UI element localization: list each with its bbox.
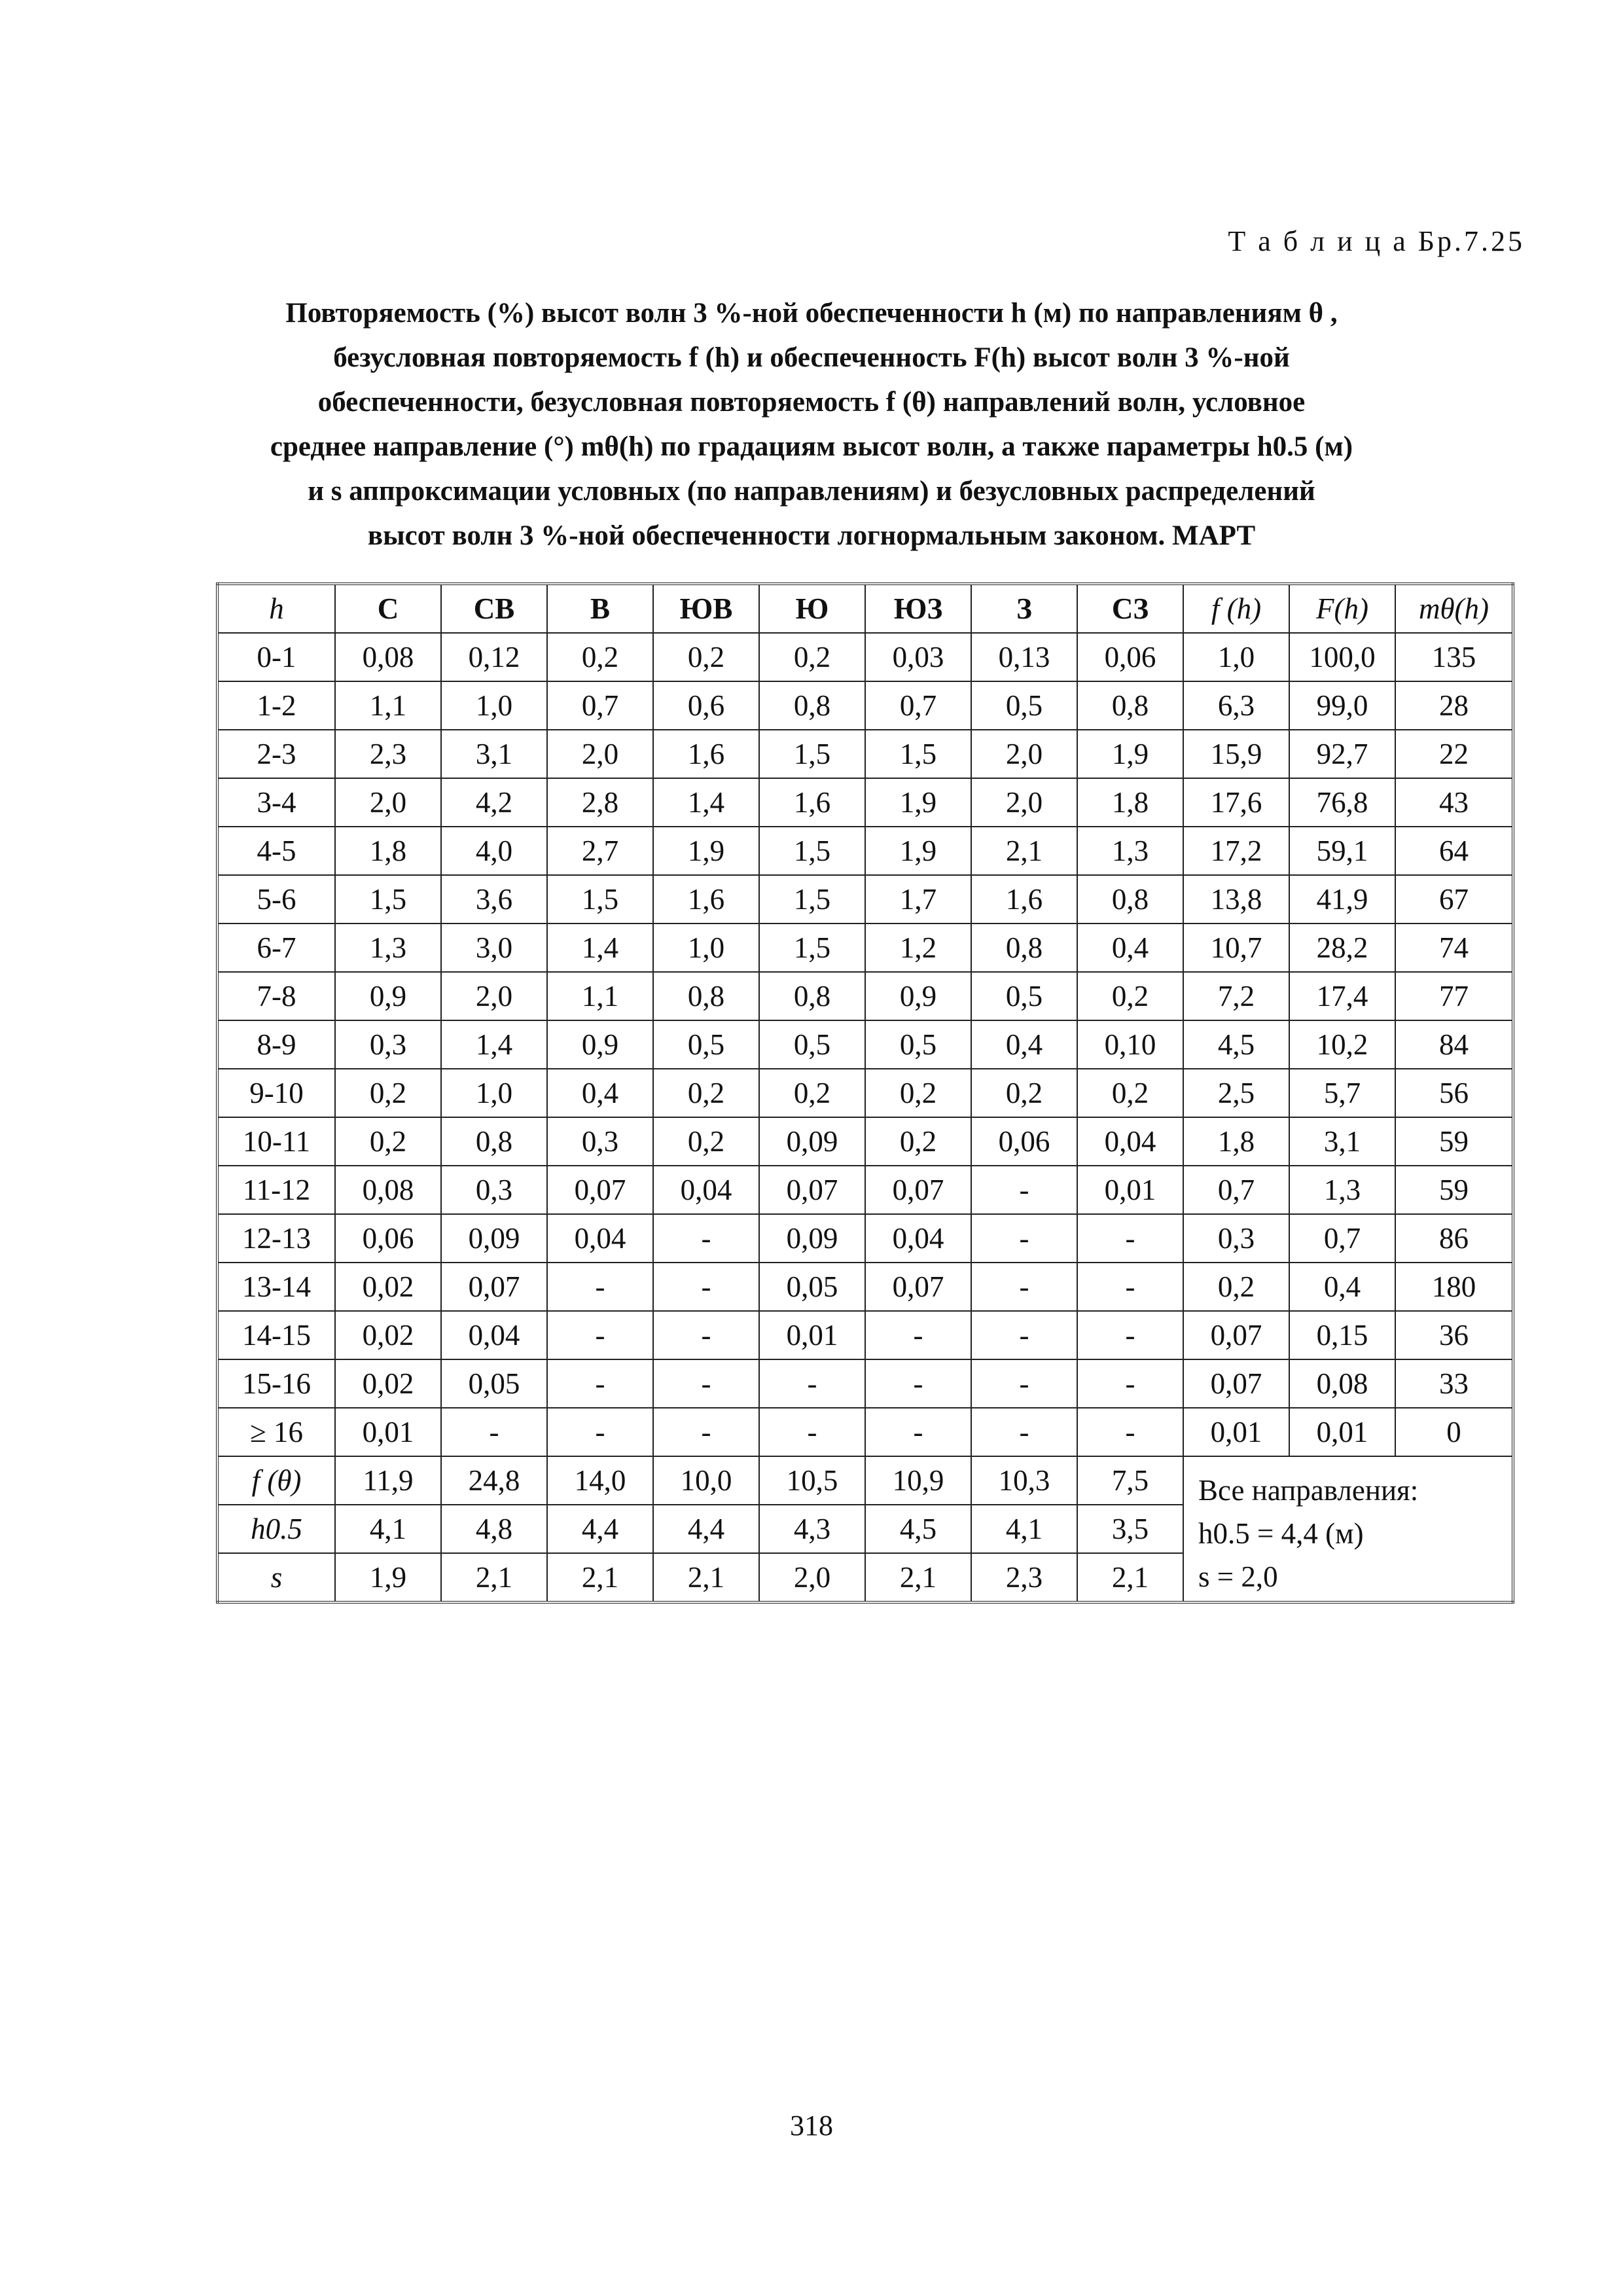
value-cell: 1,5	[335, 875, 441, 924]
value-cell: 0,7	[1183, 1166, 1289, 1214]
value-cell: 0,02	[335, 1359, 441, 1408]
value-cell: 0,7	[1289, 1214, 1395, 1263]
value-cell: 43	[1395, 778, 1513, 827]
summary-value-cell: 2,1	[653, 1553, 759, 1602]
value-cell: 0,4	[547, 1069, 653, 1117]
value-cell: 0,13	[971, 633, 1077, 681]
value-cell: 1,5	[759, 827, 865, 875]
value-cell: 0,2	[335, 1117, 441, 1166]
value-cell: -	[1077, 1263, 1183, 1311]
table-row	[217, 778, 1513, 827]
summary-value-cell: 10,0	[653, 1456, 759, 1505]
value-cell: 0,01	[335, 1408, 441, 1456]
value-cell: 0,09	[441, 1214, 547, 1263]
value-cell: 17,4	[1289, 972, 1395, 1020]
value-cell: 17,6	[1183, 778, 1289, 827]
table-row	[217, 1359, 1513, 1408]
value-cell: 22	[1395, 730, 1513, 778]
value-cell: 1,3	[335, 924, 441, 972]
table-row	[217, 1117, 1513, 1166]
value-cell: 0,02	[335, 1263, 441, 1311]
height-range-cell: 11-12	[217, 1166, 335, 1214]
value-cell: -	[865, 1408, 971, 1456]
table-row	[217, 1069, 1513, 1117]
value-cell: 3,1	[1289, 1117, 1395, 1166]
value-cell: 0,9	[335, 972, 441, 1020]
value-cell: 0,2	[547, 633, 653, 681]
summary-label-cell: f (θ)	[217, 1456, 335, 1505]
value-cell: 0,06	[335, 1214, 441, 1263]
title-line: Повторяемость (%) высот волн 3 %-ной обеспеченности h (м) по направлениям θ ,	[285, 298, 1338, 329]
value-cell: 0,09	[759, 1214, 865, 1263]
value-cell: 0,2	[971, 1069, 1077, 1117]
value-cell: 1,9	[653, 827, 759, 875]
value-cell: 0,8	[759, 972, 865, 1020]
table-row	[217, 633, 1513, 681]
value-cell: 28	[1395, 681, 1513, 730]
header-cell: С	[335, 584, 441, 633]
value-cell: 15,9	[1183, 730, 1289, 778]
value-cell: 99,0	[1289, 681, 1395, 730]
value-cell: 0,4	[971, 1020, 1077, 1069]
value-cell: 0,6	[653, 681, 759, 730]
value-cell: 1,9	[1077, 730, 1183, 778]
value-cell: 1,6	[653, 730, 759, 778]
value-cell: 0,04	[865, 1214, 971, 1263]
value-cell: 0,04	[547, 1214, 653, 1263]
all-directions-line: s = 2,0	[1198, 1560, 1278, 1593]
value-cell: 0,2	[1183, 1263, 1289, 1311]
table-row	[217, 730, 1513, 778]
value-cell: 0,8	[971, 924, 1077, 972]
summary-label-cell: h0.5	[217, 1505, 335, 1553]
value-cell: 0,8	[1077, 681, 1183, 730]
table-row	[217, 1166, 1513, 1214]
value-cell: -	[653, 1408, 759, 1456]
summary-value-cell: 2,0	[759, 1553, 865, 1602]
value-cell: 2,8	[547, 778, 653, 827]
value-cell: 77	[1395, 972, 1513, 1020]
height-range-cell: 13-14	[217, 1263, 335, 1311]
value-cell: 3,1	[441, 730, 547, 778]
value-cell: -	[1077, 1311, 1183, 1359]
value-cell: 2,7	[547, 827, 653, 875]
value-cell: 2,1	[971, 827, 1077, 875]
value-cell: 0,3	[1183, 1214, 1289, 1263]
value-cell: -	[547, 1408, 653, 1456]
value-cell: 0,2	[759, 633, 865, 681]
value-cell: 76,8	[1289, 778, 1395, 827]
value-cell: 1,7	[865, 875, 971, 924]
value-cell: 74	[1395, 924, 1513, 972]
value-cell: 0	[1395, 1408, 1513, 1456]
summary-value-cell: 1,9	[335, 1553, 441, 1602]
value-cell: 0,08	[1289, 1359, 1395, 1408]
value-cell: 0,4	[1077, 924, 1183, 972]
value-cell: 0,9	[547, 1020, 653, 1069]
value-cell: 0,4	[1289, 1263, 1395, 1311]
summary-value-cell: 4,1	[335, 1505, 441, 1553]
table-row	[217, 875, 1513, 924]
value-cell: 0,2	[335, 1069, 441, 1117]
value-cell: 100,0	[1289, 633, 1395, 681]
value-cell: 0,05	[441, 1359, 547, 1408]
value-cell: 4,2	[441, 778, 547, 827]
value-cell: -	[653, 1214, 759, 1263]
value-cell: 1,2	[865, 924, 971, 972]
value-cell: 0,01	[1289, 1408, 1395, 1456]
value-cell: 41,9	[1289, 875, 1395, 924]
value-cell: 10,2	[1289, 1020, 1395, 1069]
value-cell: -	[653, 1263, 759, 1311]
value-cell: 2,3	[335, 730, 441, 778]
summary-value-cell: 7,5	[1077, 1456, 1183, 1505]
value-cell: 2,5	[1183, 1069, 1289, 1117]
value-cell: 1,8	[1183, 1117, 1289, 1166]
value-cell: 17,2	[1183, 827, 1289, 875]
value-cell: 1,0	[653, 924, 759, 972]
value-cell: -	[547, 1311, 653, 1359]
table-row	[217, 972, 1513, 1020]
value-cell: 64	[1395, 827, 1513, 875]
height-range-cell: 2-3	[217, 730, 335, 778]
value-cell: 13,8	[1183, 875, 1289, 924]
value-cell: -	[971, 1214, 1077, 1263]
value-cell: 0,2	[653, 633, 759, 681]
table-label: Т а б л и ц а Бр.7.25	[1228, 225, 1525, 257]
value-cell: 0,5	[653, 1020, 759, 1069]
all-directions-note	[1183, 1456, 1513, 1602]
value-cell: 56	[1395, 1069, 1513, 1117]
value-cell: -	[653, 1359, 759, 1408]
value-cell: 6,3	[1183, 681, 1289, 730]
value-cell: -	[971, 1359, 1077, 1408]
table-row	[217, 1020, 1513, 1069]
value-cell: 0,07	[865, 1263, 971, 1311]
value-cell: 0,04	[1077, 1117, 1183, 1166]
value-cell: 1,3	[1077, 827, 1183, 875]
value-cell: 0,07	[865, 1166, 971, 1214]
table-row	[217, 827, 1513, 875]
summary-value-cell: 2,1	[865, 1553, 971, 1602]
height-range-cell: 15-16	[217, 1359, 335, 1408]
header-cell: В	[547, 584, 653, 633]
value-cell: 0,8	[759, 681, 865, 730]
summary-value-cell: 24,8	[441, 1456, 547, 1505]
table-title	[216, 291, 1407, 558]
value-cell: 1,9	[865, 827, 971, 875]
value-cell: 1,4	[653, 778, 759, 827]
value-cell: 84	[1395, 1020, 1513, 1069]
value-cell: 0,8	[441, 1117, 547, 1166]
value-cell: -	[547, 1263, 653, 1311]
value-cell: 0,07	[441, 1263, 547, 1311]
value-cell: -	[1077, 1214, 1183, 1263]
header-cell: Ю	[759, 584, 865, 633]
value-cell: 28,2	[1289, 924, 1395, 972]
summary-row	[217, 1456, 1513, 1505]
header-cell: F(h)	[1289, 584, 1395, 633]
value-cell: 3,0	[441, 924, 547, 972]
value-cell: 1,6	[653, 875, 759, 924]
value-cell: 1,0	[441, 681, 547, 730]
value-cell: 1,5	[865, 730, 971, 778]
value-cell: 180	[1395, 1263, 1513, 1311]
value-cell: 0,5	[971, 681, 1077, 730]
value-cell: -	[971, 1408, 1077, 1456]
header-cell: СВ	[441, 584, 547, 633]
value-cell: 1,0	[1183, 633, 1289, 681]
value-cell: 0,07	[759, 1166, 865, 1214]
height-range-cell: 9-10	[217, 1069, 335, 1117]
value-cell: 0,5	[971, 972, 1077, 1020]
value-cell: 0,3	[547, 1117, 653, 1166]
value-cell: -	[971, 1166, 1077, 1214]
summary-value-cell: 2,1	[547, 1553, 653, 1602]
value-cell: 1,5	[759, 875, 865, 924]
summary-value-cell: 2,1	[1077, 1553, 1183, 1602]
header-cell: f (h)	[1183, 584, 1289, 633]
header-cell: ЮЗ	[865, 584, 971, 633]
summary-value-cell: 2,3	[971, 1553, 1077, 1602]
value-cell: 1,4	[547, 924, 653, 972]
value-cell: 67	[1395, 875, 1513, 924]
value-cell: 0,7	[547, 681, 653, 730]
value-cell: -	[653, 1311, 759, 1359]
summary-value-cell: 10,3	[971, 1456, 1077, 1505]
header-cell: ЮВ	[653, 584, 759, 633]
value-cell: 4,0	[441, 827, 547, 875]
value-cell: 0,5	[759, 1020, 865, 1069]
value-cell: -	[441, 1408, 547, 1456]
page-number: 318	[790, 2109, 833, 2142]
value-cell: 1,0	[441, 1069, 547, 1117]
table-row	[217, 1408, 1513, 1456]
value-cell: 59,1	[1289, 827, 1395, 875]
summary-value-cell: 10,9	[865, 1456, 971, 1505]
value-cell: 0,08	[335, 633, 441, 681]
value-cell: -	[759, 1359, 865, 1408]
value-cell: 0,2	[1077, 1069, 1183, 1117]
value-cell: 0,7	[865, 681, 971, 730]
value-cell: 1,8	[1077, 778, 1183, 827]
value-cell: 0,09	[759, 1117, 865, 1166]
title-line: среднее направление (°) mθ(h) по градациям высот волн, а также параметры h0.5 (м)	[270, 431, 1353, 462]
value-cell: 0,06	[971, 1117, 1077, 1166]
value-cell: 2,0	[335, 778, 441, 827]
value-cell: 0,06	[1077, 633, 1183, 681]
value-cell: 0,01	[1077, 1166, 1183, 1214]
value-cell: 1,3	[1289, 1166, 1395, 1214]
value-cell: 0,2	[653, 1117, 759, 1166]
value-cell: 7,2	[1183, 972, 1289, 1020]
value-cell: -	[865, 1359, 971, 1408]
value-cell: 86	[1395, 1214, 1513, 1263]
value-cell: 5,7	[1289, 1069, 1395, 1117]
value-cell: 36	[1395, 1311, 1513, 1359]
all-directions-line: Все направления:	[1198, 1474, 1419, 1507]
value-cell: -	[759, 1408, 865, 1456]
value-cell: 1,5	[759, 924, 865, 972]
height-range-cell: ≥ 16	[217, 1408, 335, 1456]
value-cell: 33	[1395, 1359, 1513, 1408]
wave-height-table	[216, 583, 1514, 1604]
value-cell: -	[547, 1359, 653, 1408]
height-range-cell: 7-8	[217, 972, 335, 1020]
value-cell: 4,5	[1183, 1020, 1289, 1069]
value-cell: -	[865, 1311, 971, 1359]
value-cell: -	[971, 1263, 1077, 1311]
value-cell: 59	[1395, 1166, 1513, 1214]
header-row	[217, 584, 1513, 633]
value-cell: 0,9	[865, 972, 971, 1020]
value-cell: 0,07	[1183, 1359, 1289, 1408]
value-cell: 0,04	[653, 1166, 759, 1214]
table-row	[217, 924, 1513, 972]
summary-value-cell: 14,0	[547, 1456, 653, 1505]
value-cell: 1,6	[971, 875, 1077, 924]
title-line: безусловная повторяемость f (h) и обеспеченность F(h) высот волн 3 %-ной	[333, 342, 1290, 373]
title-line: обеспеченности, безусловная повторяемость f (θ) направлений волн, условное	[317, 387, 1306, 418]
value-cell: 2,0	[971, 778, 1077, 827]
summary-value-cell: 4,3	[759, 1505, 865, 1553]
height-range-cell: 1-2	[217, 681, 335, 730]
value-cell: 0,02	[335, 1311, 441, 1359]
header-cell: СЗ	[1077, 584, 1183, 633]
value-cell: 1,1	[335, 681, 441, 730]
height-range-cell: 6-7	[217, 924, 335, 972]
table-row	[217, 1311, 1513, 1359]
value-cell: 0,12	[441, 633, 547, 681]
summary-value-cell: 11,9	[335, 1456, 441, 1505]
value-cell: 1,4	[441, 1020, 547, 1069]
value-cell: 1,5	[547, 875, 653, 924]
height-range-cell: 0-1	[217, 633, 335, 681]
value-cell: 0,10	[1077, 1020, 1183, 1069]
height-range-cell: 3-4	[217, 778, 335, 827]
height-range-cell: 14-15	[217, 1311, 335, 1359]
value-cell: 0,04	[441, 1311, 547, 1359]
title-line: высот волн 3 %-ной обеспеченности логнормальным законом. МАРТ	[367, 520, 1256, 551]
summary-value-cell: 3,5	[1077, 1505, 1183, 1553]
value-cell: 1,8	[335, 827, 441, 875]
value-cell: 1,5	[759, 730, 865, 778]
value-cell: 0,05	[759, 1263, 865, 1311]
value-cell: 0,07	[1183, 1311, 1289, 1359]
value-cell: 0,01	[1183, 1408, 1289, 1456]
value-cell: 0,2	[653, 1069, 759, 1117]
height-range-cell: 12-13	[217, 1214, 335, 1263]
value-cell: 1,6	[759, 778, 865, 827]
value-cell: 0,3	[335, 1020, 441, 1069]
header-cell: mθ(h)	[1395, 584, 1513, 633]
header-cell: h	[217, 584, 335, 633]
value-cell: -	[1077, 1359, 1183, 1408]
value-cell: 135	[1395, 633, 1513, 681]
height-range-cell: 4-5	[217, 827, 335, 875]
value-cell: 0,5	[865, 1020, 971, 1069]
summary-value-cell: 2,1	[441, 1553, 547, 1602]
value-cell: 2,0	[971, 730, 1077, 778]
summary-value-cell: 4,4	[547, 1505, 653, 1553]
summary-value-cell: 4,8	[441, 1505, 547, 1553]
height-range-cell: 5-6	[217, 875, 335, 924]
value-cell: 2,0	[547, 730, 653, 778]
height-range-cell: 8-9	[217, 1020, 335, 1069]
value-cell: 0,8	[653, 972, 759, 1020]
value-cell: 0,2	[759, 1069, 865, 1117]
value-cell: 1,1	[547, 972, 653, 1020]
value-cell: 92,7	[1289, 730, 1395, 778]
all-directions-line: h0.5 = 4,4 (м)	[1198, 1517, 1364, 1550]
summary-value-cell: 4,5	[865, 1505, 971, 1553]
summary-label-cell: s	[217, 1553, 335, 1602]
value-cell: 59	[1395, 1117, 1513, 1166]
value-cell: 0,03	[865, 633, 971, 681]
value-cell: 3,6	[441, 875, 547, 924]
height-range-cell: 10-11	[217, 1117, 335, 1166]
title-line: и s аппроксимации условных (по направлениям) и безусловных распределений	[308, 476, 1315, 507]
header-cell: З	[971, 584, 1077, 633]
table-row	[217, 681, 1513, 730]
value-cell: 0,01	[759, 1311, 865, 1359]
value-cell: -	[971, 1311, 1077, 1359]
summary-value-cell: 4,4	[653, 1505, 759, 1553]
value-cell: 0,15	[1289, 1311, 1395, 1359]
table-row	[217, 1263, 1513, 1311]
value-cell: 0,07	[547, 1166, 653, 1214]
value-cell: 0,08	[335, 1166, 441, 1214]
value-cell: 10,7	[1183, 924, 1289, 972]
table-row	[217, 1214, 1513, 1263]
summary-value-cell: 4,1	[971, 1505, 1077, 1553]
value-cell: 0,3	[441, 1166, 547, 1214]
value-cell: 0,8	[1077, 875, 1183, 924]
value-cell: 1,9	[865, 778, 971, 827]
summary-value-cell: 10,5	[759, 1456, 865, 1505]
value-cell: 0,2	[1077, 972, 1183, 1020]
value-cell: 2,0	[441, 972, 547, 1020]
value-cell: 0,2	[865, 1069, 971, 1117]
value-cell: 0,2	[865, 1117, 971, 1166]
value-cell: -	[1077, 1408, 1183, 1456]
